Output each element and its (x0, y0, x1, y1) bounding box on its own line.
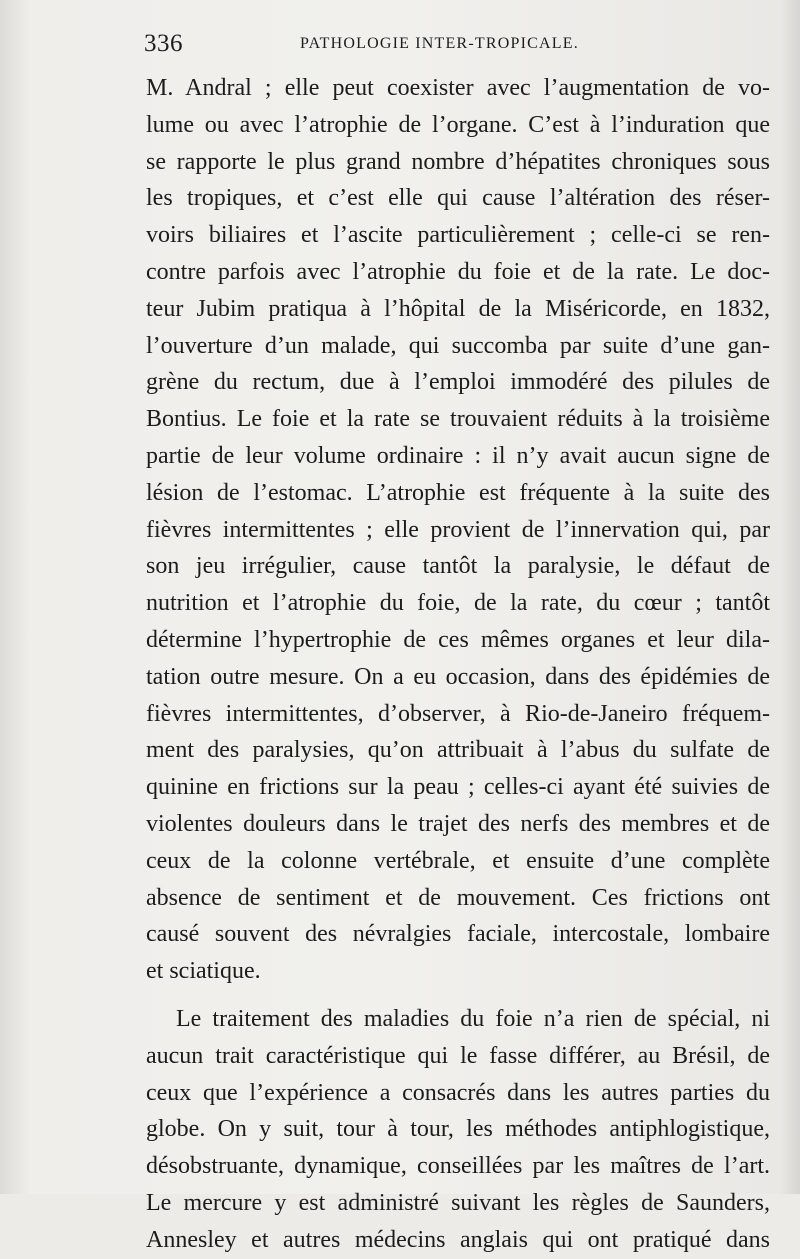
text-line: violentes douleurs dans le trajet des nerfs des membres et de (146, 810, 770, 837)
body-text (146, 70, 770, 1259)
text-line: l’ouverture d’un malade, qui succomba par suite d’une gan- (146, 332, 770, 359)
text-line: Bontius. Le foie et la rate se trouvaient réduits à la troisième (146, 406, 770, 433)
text-line: partie de leur volume ordinaire : il n’y avait aucun signe de (146, 442, 770, 469)
text-line: tation outre mesure. On a eu occasion, dans des épidémies de (146, 663, 770, 690)
text-line: lésion de l’estomac. L’atrophie est fréquente à la suite des (146, 479, 770, 506)
text-line: ceux de la colonne vertébrale, et ensuite d’une complète (146, 847, 770, 874)
text-line: ment des paralysies, qu’on attribuait à l’abus du sulfate de (146, 737, 770, 764)
paragraph-2 (146, 1001, 770, 1259)
text-line: M. Andral ; elle peut coexister avec l’augmentation de vo- (146, 75, 770, 101)
text-line: causé souvent des névralgies faciale, intercostale, lombaire (146, 921, 770, 948)
text-line: Annesley et autres médecins anglais qui ont pratiqué dans (146, 1226, 770, 1253)
text-line: globe. On y suit, tour à tour, les méthodes antiphlogistique, (146, 1116, 770, 1143)
text-line: Le traitement des maladies du foie n’a rien de spécial, ni (176, 1005, 770, 1032)
text-line: fièvres intermittentes, d’observer, à Rio-de-Janeiro fréquem- (146, 700, 770, 727)
text-line: lume ou avec l’atrophie de l’organe. C’est à l’induration que (146, 111, 770, 138)
text-line: voirs biliaires et l’ascite particulièrement ; celle-ci se ren- (146, 222, 770, 249)
text-line: Le mercure y est administré suivant les règles de Saunders, (146, 1189, 770, 1216)
page-number: 336 (144, 30, 183, 57)
text-line: teur Jubim pratiqua à l’hôpital de la Miséricorde, en 1832, (146, 295, 770, 322)
text-line: grène du rectum, due à l’emploi immodéré des pilules de (146, 369, 770, 396)
text-line: contre parfois avec l’atrophie du foie et de la rate. Le doc- (146, 258, 770, 285)
text-line: ceux que l’expérience a consacrés dans les autres parties du (146, 1079, 770, 1106)
text-line: son jeu irrégulier, cause tantôt la paralysie, le défaut de (146, 553, 770, 580)
text-line: se rapporte le plus grand nombre d’hépatites chroniques sous (146, 148, 770, 175)
text-line: détermine l’hypertrophie de ces mêmes organes et leur dila- (146, 626, 770, 653)
text-line: fièvres intermittentes ; elle provient de l’innervation qui, par (146, 516, 770, 543)
text-line: les tropiques, et c’est elle qui cause l’altération des réser- (146, 185, 770, 212)
running-head: PATHOLOGIE INTER-TROPICALE. (300, 35, 579, 52)
page-header (144, 30, 764, 66)
text-line: et sciatique. (146, 958, 261, 985)
text-line: quinine en frictions sur la peau ; celles-ci ayant été suivies de (146, 774, 770, 801)
text-line: absence de sentiment et de mouvement. Ces frictions ont (146, 884, 770, 911)
paragraph-1 (146, 70, 770, 990)
text-line: désobstruante, dynamique, conseillées par les maîtres de l’art. (146, 1153, 770, 1180)
text-line: nutrition et l’atrophie du foie, de la rate, du cœur ; tantôt (146, 590, 770, 617)
text-line: aucun trait caractéristique qui le fasse différer, au Brésil, de (146, 1042, 770, 1069)
